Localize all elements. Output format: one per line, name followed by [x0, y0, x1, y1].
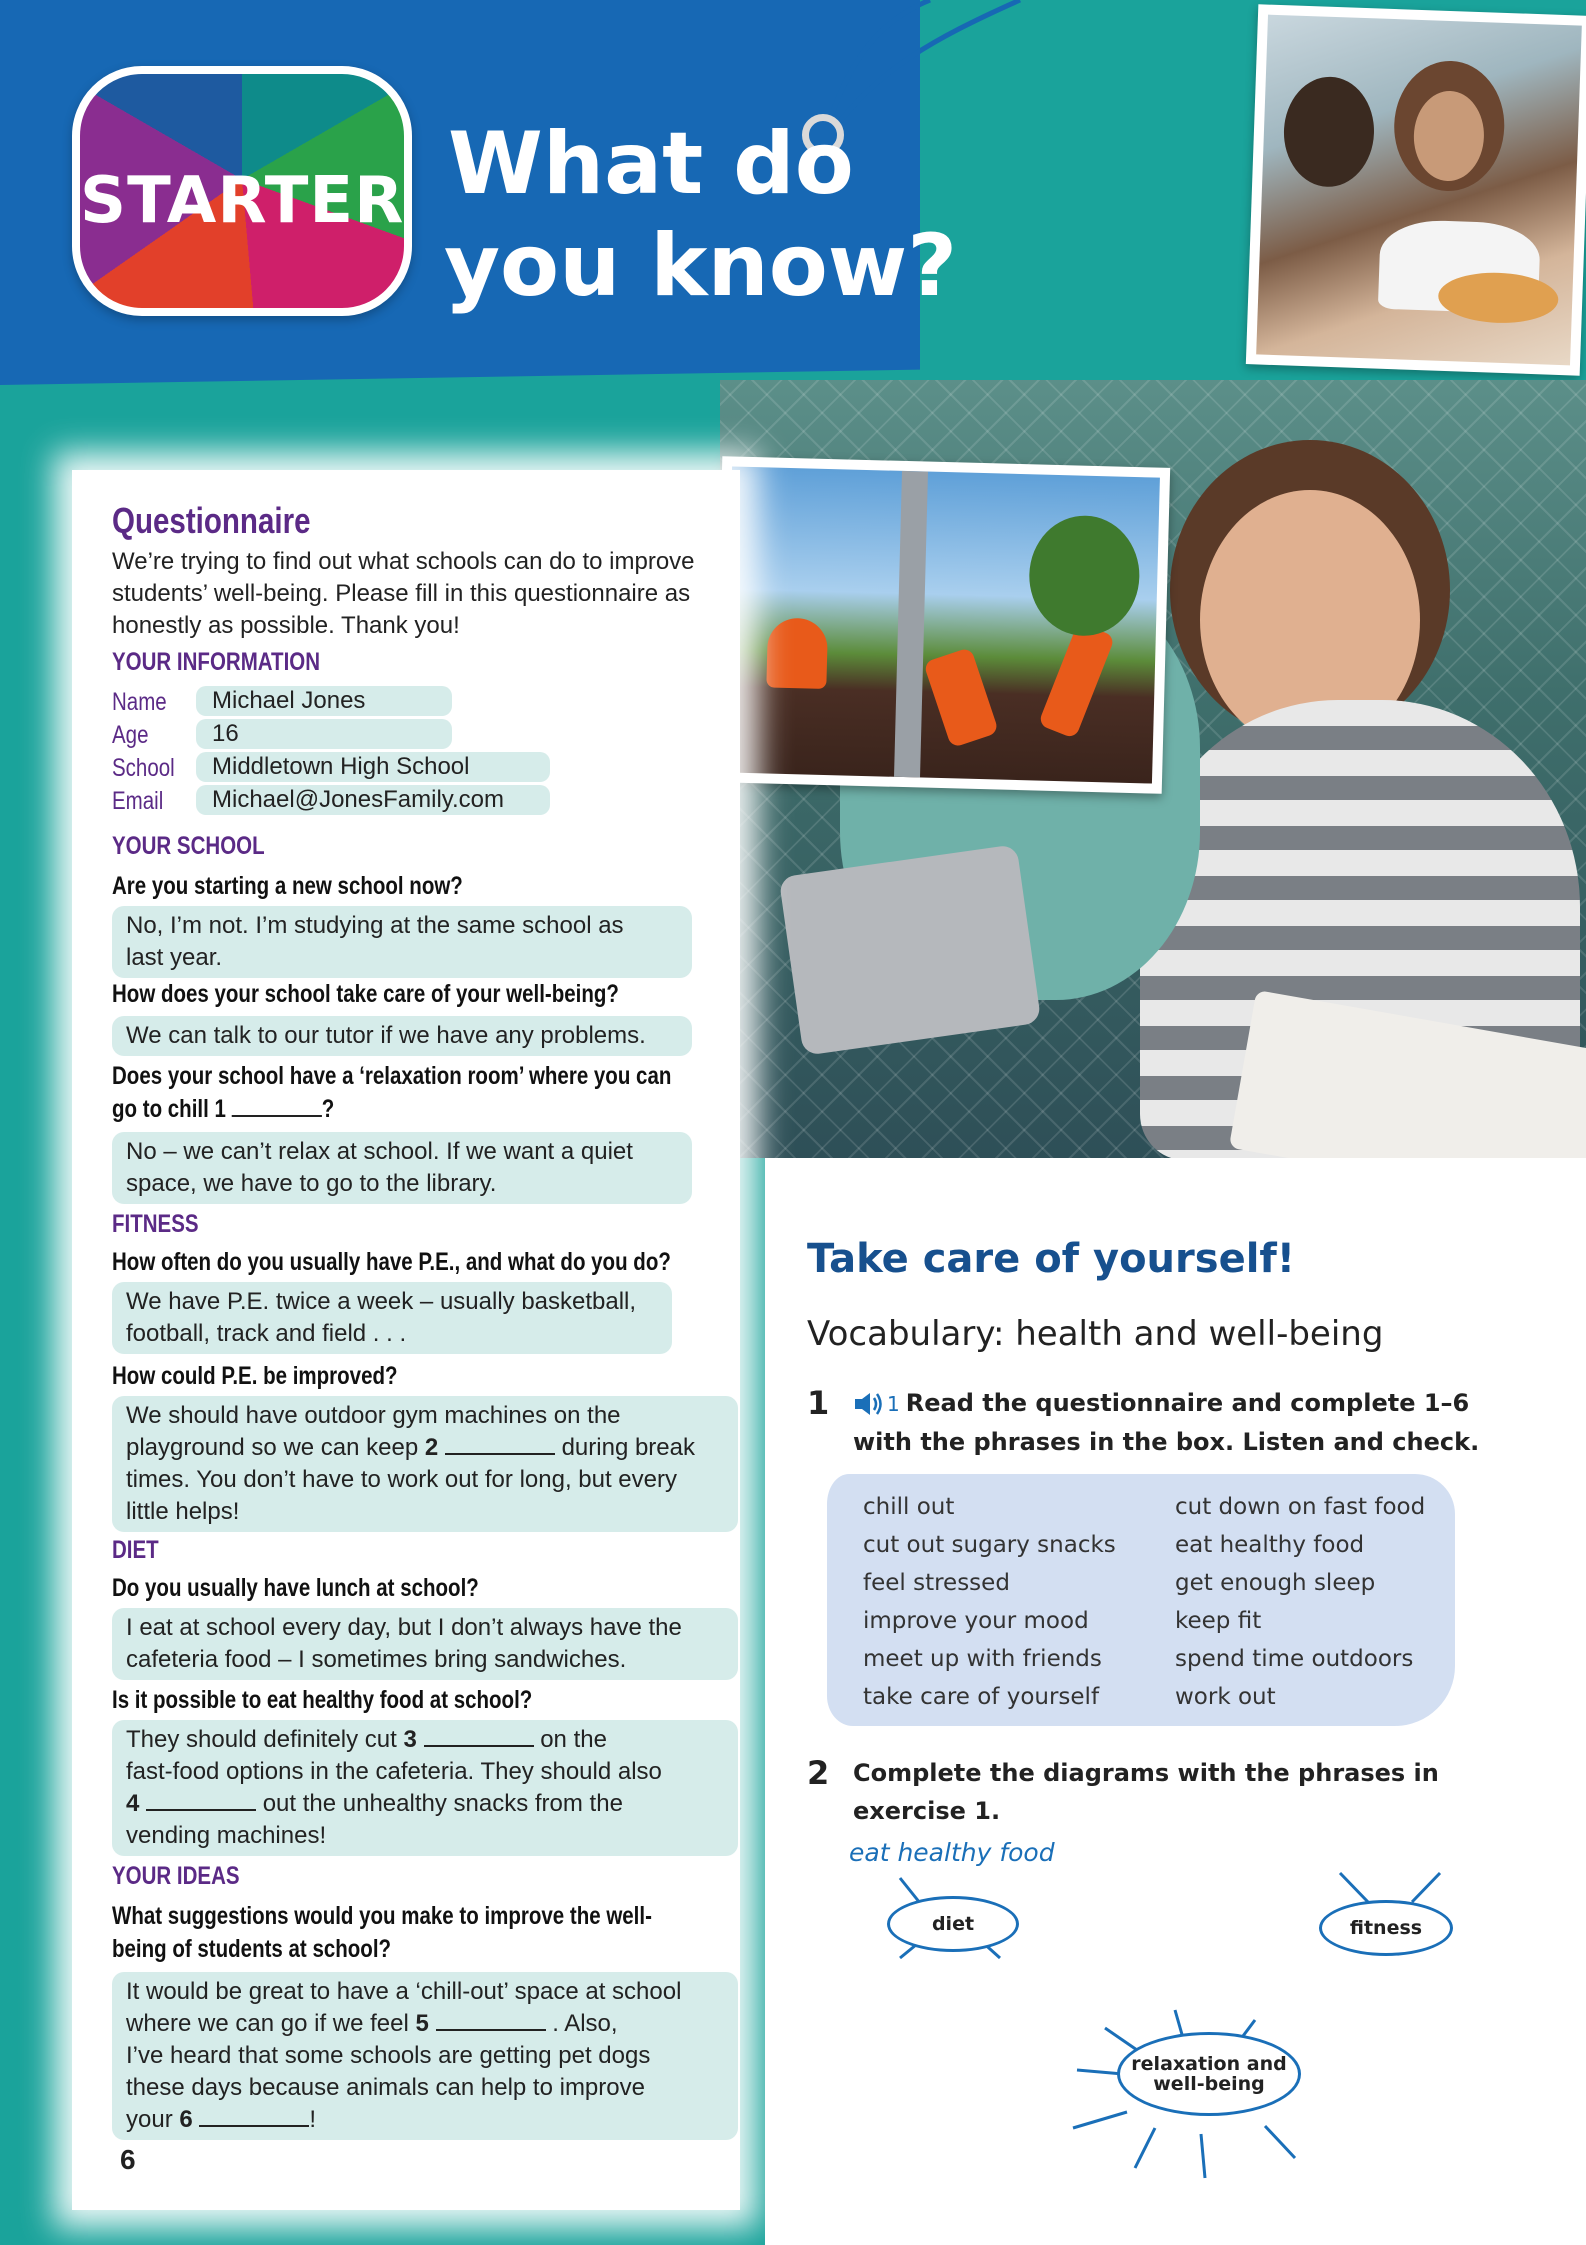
page-title-line2: you know? [444, 216, 958, 316]
answer-healthy-food: They should definitely cut 3 on the fast-food options in the cafeteria. They should also 4 out the unhealthy snacks from the vending machines! [112, 1720, 738, 1856]
blank-5[interactable] [436, 2009, 546, 2031]
fitness-heading: FITNESS [112, 1210, 199, 1238]
your-school-heading: YOUR SCHOOL [112, 832, 265, 860]
students-lunch-photo [1246, 4, 1586, 375]
answer-suggestions: It would be great to have a ‘chill-out’ space at school where we can go if we feel 5 . Also, I’ve heard that some schools are getting pet dogs these days because animals can help to improve your 6 ! [112, 1972, 738, 2140]
question-healthy-food: Is it possible to eat healthy food at school? [112, 1686, 533, 1714]
phrase-item: meet up with friends [863, 1646, 1102, 1672]
lesson-panel [765, 1158, 1586, 2245]
exercise-1-number: 1 [807, 1384, 830, 1422]
diet-diagram-bubble: diet [887, 1896, 1019, 1952]
email-label: Email [112, 787, 164, 815]
blank-2[interactable] [445, 1433, 555, 1455]
badge-label: STARTER [80, 164, 405, 238]
school-field: Middletown High School [196, 752, 550, 782]
speaker-icon[interactable] [853, 1391, 883, 1417]
questionnaire-intro: We’re trying to find out what schools can do to improve students’ well-being. Please fill in this questionnaire as honestly as possible. Thank you! [112, 548, 695, 639]
questionnaire-panel [72, 470, 740, 2210]
your-information-heading: YOUR INFORMATION [112, 648, 321, 676]
example-answer: eat healthy food [849, 1838, 1055, 1867]
phrase-item: cut out sugary snacks [863, 1532, 1116, 1558]
page-title-line1: What do [448, 114, 854, 214]
your-ideas-heading: YOUR IDEAS [112, 1862, 240, 1890]
phrase-item: feel stressed [863, 1570, 1010, 1596]
answer-pe-improved: We should have outdoor gym machines on the playground so we can keep 2 during break times. You don’t have to work out for long, but every little helps! [112, 1396, 738, 1532]
outdoor-gym-photo [714, 456, 1170, 794]
phrase-item: keep fit [1175, 1608, 1262, 1634]
exercise-2-instructions: Complete the diagrams with the phrases in exercise 1. [853, 1759, 1439, 1825]
blank-6[interactable] [199, 2105, 309, 2127]
phrase-item: improve your mood [863, 1608, 1089, 1634]
question-suggestions: What suggestions would you make to improve the well- being of students at school? [112, 1902, 652, 1963]
phrase-box [827, 1474, 1455, 1726]
question-new-school: Are you starting a new school now? [112, 872, 463, 900]
audio-track-number: 1 [887, 1392, 900, 1416]
questionnaire-title: Questionnaire [112, 500, 311, 541]
exercise-1-instructions: 1 Read the questionnaire and complete 1–6 with the phrases in the box. Listen and check. [853, 1389, 1480, 1456]
phrase-item: eat healthy food [1175, 1532, 1365, 1558]
phrase-item: work out [1175, 1684, 1276, 1710]
school-label: School [112, 754, 175, 782]
section-title: Take care of yourself! [807, 1236, 1296, 1282]
answer-pe-frequency: We have P.E. twice a week – usually basketball, football, track and field . . . [112, 1282, 672, 1354]
fitness-diagram-bubble: fitness [1319, 1900, 1453, 1956]
blank-4[interactable] [146, 1789, 256, 1811]
diet-heading: DIET [112, 1536, 159, 1564]
answer-new-school: No, I’m not. I’m studying at the same school as last year. [112, 906, 692, 978]
tag-string-graphic [820, 0, 1040, 130]
question-pe-frequency: How often do you usually have P.E., and what do you do? [112, 1248, 671, 1276]
answer-lunch: I eat at school every day, but I don’t always have the cafeteria food – I sometimes bring sandwiches. [112, 1608, 738, 1680]
starter-badge [72, 66, 412, 316]
question-lunch: Do you usually have lunch at school? [112, 1574, 479, 1602]
phrase-item: cut down on fast food [1175, 1494, 1426, 1520]
answer-wellbeing-care: We can talk to our tutor if we have any problems. [112, 1016, 692, 1056]
age-label: Age [112, 721, 149, 749]
question-pe-improved: How could P.E. be improved? [112, 1362, 398, 1390]
phrase-item: spend time outdoors [1175, 1646, 1414, 1672]
age-field: 16 [196, 719, 452, 749]
question-relaxation-room: Does your school have a ‘relaxation room’ where you can go to chill 1 ? [112, 1062, 672, 1123]
exercise-2-number: 2 [807, 1754, 830, 1792]
blank-3[interactable] [424, 1725, 534, 1747]
phrase-item: chill out [863, 1494, 955, 1520]
phrase-item: get enough sleep [1175, 1570, 1376, 1596]
question-wellbeing-care: How does your school take care of your well-being? [112, 980, 619, 1008]
page-number: 6 [120, 2144, 136, 2175]
phrase-item: take care of yourself [863, 1684, 1100, 1710]
name-label: Name [112, 688, 167, 716]
name-field: Michael Jones [196, 686, 452, 716]
answer-relaxation-room: No – we can’t relax at school. If we want a quiet space, we have to go to the library. [112, 1132, 692, 1204]
vocabulary-title: Vocabulary: health and well-being [807, 1314, 1384, 1354]
blank-1[interactable] [232, 1095, 322, 1117]
relaxation-diagram-bubble: relaxation and well-being [1117, 2032, 1301, 2116]
email-field: Michael@JonesFamily.com [196, 785, 550, 815]
